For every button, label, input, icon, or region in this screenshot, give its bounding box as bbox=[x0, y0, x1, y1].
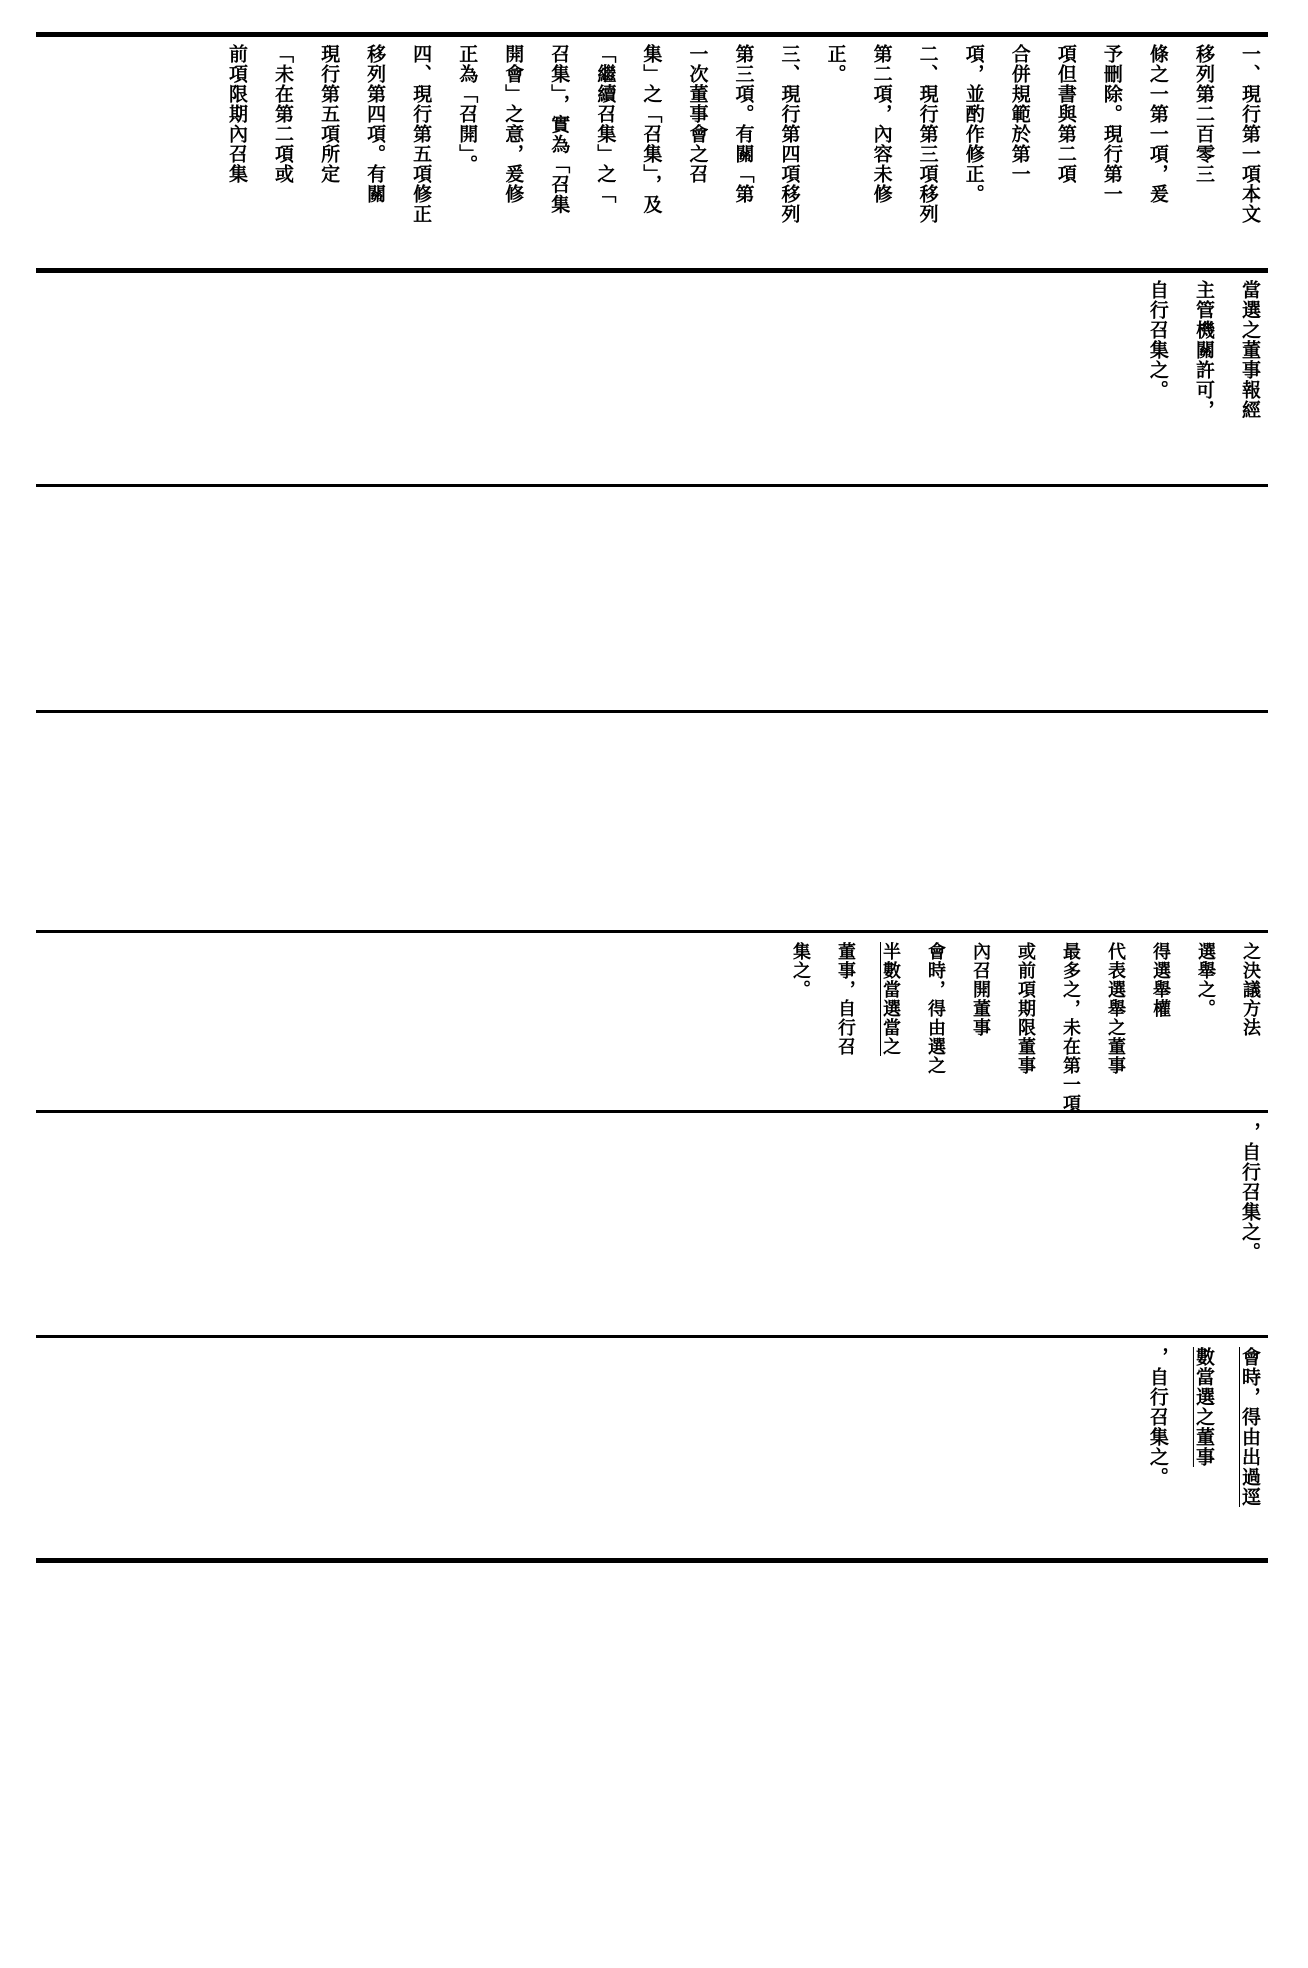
explanation-line: 「繼續召集」之「 bbox=[594, 44, 617, 204]
explanation-line: 「未在第二項或 bbox=[272, 44, 295, 184]
explanation-line: 前項限期內召集 bbox=[225, 44, 248, 184]
explanation-line: 四、現行第五項修正 bbox=[410, 44, 433, 224]
explanation-line: 第三項。有關「第 bbox=[732, 44, 755, 204]
current-text-line: ，自行召集之。 bbox=[1239, 1122, 1261, 1262]
explanation-line: 項但書與第二項 bbox=[1054, 44, 1077, 184]
explanation-line: 移列第四項。有關 bbox=[364, 44, 387, 204]
explanation-line: 項，並酌作修正。 bbox=[962, 44, 985, 204]
explanation-line: 一次董事會之召 bbox=[686, 44, 709, 184]
explanation-line: 正為「召開」。 bbox=[456, 44, 479, 175]
current-text-line: 數當選之董事 bbox=[1192, 1347, 1215, 1467]
current-text-line: 自行召集之。 bbox=[1146, 280, 1169, 400]
explanation-line: 三、現行第四項移列 bbox=[778, 44, 801, 224]
amended-text-line: 或前項期限董事 bbox=[1015, 942, 1036, 1075]
explanation-line: 集」之「召集」，及 bbox=[640, 44, 663, 215]
amended-text-block bbox=[36, 942, 1268, 1113]
current-text-line: 主管機關許可， bbox=[1192, 280, 1215, 420]
current-text-line: 會時，得由出過逕 bbox=[1239, 1347, 1261, 1507]
current-text-block-2 bbox=[36, 1122, 1268, 1282]
separator-3 bbox=[36, 710, 1268, 713]
explanation-line: 開會」之意，爰修 bbox=[502, 44, 525, 204]
amended-text-line: 董事，自行召 bbox=[835, 942, 856, 1056]
separator-6 bbox=[36, 1335, 1268, 1338]
amended-text-line: 最多之，未在第一項 bbox=[1060, 942, 1081, 1113]
explanation-column bbox=[36, 44, 1268, 259]
current-text-block-3 bbox=[36, 1347, 1268, 1522]
separator-2 bbox=[36, 484, 1268, 487]
amended-text-line: 之決議方法 bbox=[1240, 942, 1261, 1037]
explanation-line: 正。 bbox=[824, 44, 847, 84]
current-text-block-1 bbox=[36, 280, 1268, 475]
explanation-line: 條之一第一項，爰 bbox=[1146, 44, 1169, 204]
amended-text-line: 集之。 bbox=[790, 942, 811, 999]
amended-text-line: 選舉之。 bbox=[1195, 942, 1216, 1018]
explanation-line: 一、現行第一項本文 bbox=[1239, 44, 1261, 224]
explanation-line: 第二項，內容未修 bbox=[870, 44, 893, 204]
amended-text-line: 會時，得由選之 bbox=[925, 942, 946, 1075]
explanation-line: 現行第五項所定 bbox=[318, 44, 341, 184]
separator-1 bbox=[36, 268, 1268, 273]
explanation-line: 召集」，實為「召集 bbox=[548, 44, 571, 215]
bottom-border bbox=[36, 1558, 1268, 1563]
separator-4 bbox=[36, 930, 1268, 933]
amended-text-line: 內召開董事 bbox=[970, 942, 991, 1037]
current-text-line: 當選之董事報經 bbox=[1239, 280, 1261, 420]
amended-text-line: 得選舉權 bbox=[1150, 942, 1171, 1018]
explanation-line: 二、現行第三項移列 bbox=[916, 44, 939, 224]
amended-text-line: 代表選舉之董事 bbox=[1105, 942, 1126, 1075]
current-text-line: ，自行召集之。 bbox=[1146, 1347, 1169, 1487]
top-border bbox=[36, 32, 1268, 37]
explanation-line: 合併規範於第一 bbox=[1008, 44, 1031, 184]
amended-text-line: 半數當選當之 bbox=[880, 942, 901, 1056]
explanation-line: 予刪除。現行第一 bbox=[1100, 44, 1123, 204]
explanation-line: 移列第二百零三 bbox=[1192, 44, 1215, 184]
